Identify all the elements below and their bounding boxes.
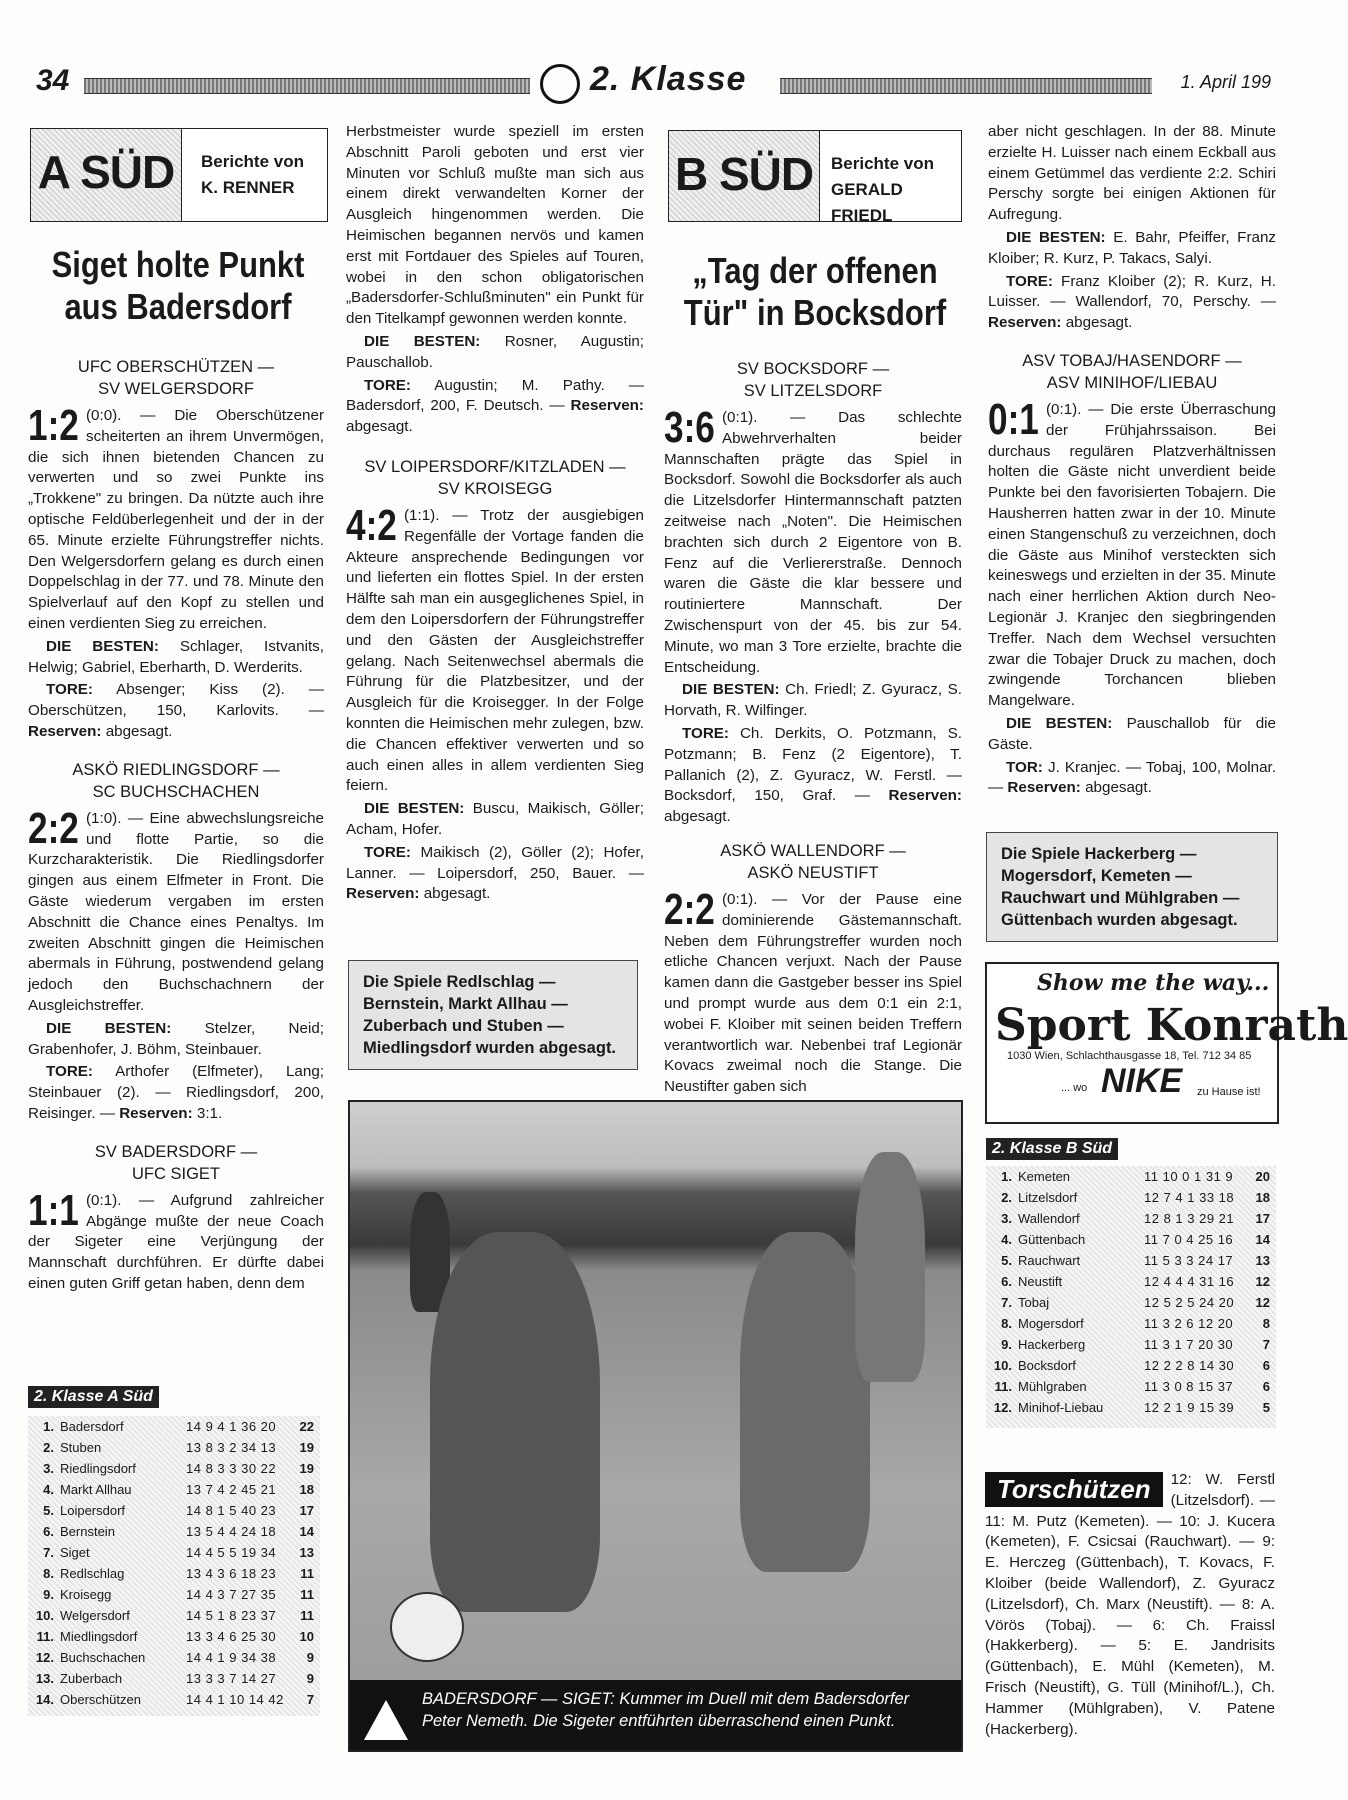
- match-heading: ASKÖ RIEDLINGSDORF — SC BUCHSCHACHEN: [72, 760, 280, 801]
- table-cell-rank: 4.: [1001, 1232, 1012, 1247]
- table-row: [986, 1292, 1276, 1313]
- table-cell-team: Minihof-Liebau: [1018, 1400, 1104, 1415]
- table-row: [28, 1416, 320, 1437]
- table-cell-rank: 6.: [43, 1524, 54, 1539]
- table-cell-rank: 6.: [1001, 1274, 1012, 1289]
- table-cell-pts: 22: [299, 1419, 314, 1434]
- triangle-icon: [364, 1700, 408, 1740]
- table-row: [28, 1689, 320, 1710]
- table-cell-team: Mogersdorf: [1018, 1316, 1084, 1331]
- cancelled-games-note-a: Die Spiele Redlschlag — Bernstein, Markt Allhau — Zuberbach und Stuben — Miedlingsdorf wurden abgesagt.: [348, 960, 638, 1070]
- b-sued-headline: „Tag der offenen Tür" in Bocksdorf: [683, 250, 947, 333]
- table-cell-stats: 11 3 0 8 15 37: [1144, 1379, 1234, 1394]
- match-report: aber nicht geschlagen. In der 88. Minute erzielte H. Luisser nach einem Eckball aus einem Getümmel das verdiente 2:2. Schiri Perschy sorgte bei einigen Aktionen für Aufregung.: [988, 123, 1276, 224]
- table-cell-stats: 14 4 3 7 27 35: [186, 1587, 277, 1602]
- match-heading: SV LOIPERSDORF/KITZLADEN — SV KROISEGG: [364, 457, 626, 498]
- a-sued-label: A SÜD: [31, 129, 182, 221]
- table-cell-stats: 11 7 0 4 25 16: [1144, 1232, 1234, 1247]
- table-row: [986, 1355, 1276, 1376]
- match-report: 2:2 (0:1). — Vor der Pause eine dominierende Gästemannschaft. Neben dem Führungstreffer wurden noch etliche Chancen verjuxt. Nach der Pause kamen dann die Gastgeber besser ins Spiel und prompt wurde aus dem 0:1 ein 2:1, wobei F. Kloiber mit seinen beiden Treffern verantwortlich war. Nebenbei traf Legionär Kovacs zweimal noch die Stange. Die Neustifter gaben sich: [664, 884, 962, 1096]
- table-cell-team: Welgersdorf: [60, 1608, 130, 1623]
- table-cell-stats: 14 4 1 9 34 38: [186, 1650, 277, 1665]
- table-cell-stats: 13 3 3 7 14 27: [186, 1671, 277, 1686]
- b-sued-box: [668, 130, 962, 225]
- column-4: aber nicht geschlagen. In der 88. Minute erzielte H. Luisser nach einem Eckball aus einem Getümmel das verdiente 2:2. Schiri Perschy sorgte bei einigen Aktionen für Aufregung. DIE BESTEN: E. Bahr, Pfeiffer, Franz Kloiber; R. Kurz, P. Takacs, Salyi. TORE: Franz Kloiber (2); R. Kurz, H. Luisser. — Wallendorf, 70, Perschy. — Reserven: abgesagt. ASV TOBAJ/HASENDORF — ASV MINIHOF/LIEBAU 0:1 (0:1). — Die erste Überraschung der Frühjahrssaison. Bei durchaus regulären Platzverhältnissen holten die Gäste nicht unverdient beide Punkte bei den favorisierten Tobajern. Die Hausherren hatten zwar in der 10. Minute einen Stangenschuß zu verzeichnen, doch die Gäste aus Minihof versteckten sich keineswegs und erzielten in der 35. Minute nach einer herrlichen Aktion durch Neo-Legionär J. Kranjec den siegbringenden Treffer. Nach dem Wechsel versuchten zwar die Tobajer Druck zu machen, doch zwingende Torchancen blieben Mangelware. DIE BESTEN: Pauschallob für die Gäste. TOR: J. Kranjec. — Tobaj, 100, Molnar. — Reserven: abgesagt.: [988, 123, 1276, 797]
- table-cell-stats: 14 8 3 3 30 22: [186, 1461, 277, 1476]
- table-a-title: 2. Klasse A Süd: [28, 1386, 159, 1408]
- table-row: [28, 1458, 320, 1479]
- table-row: [986, 1187, 1276, 1208]
- table-row: [28, 1626, 320, 1647]
- ball-icon: [390, 1592, 464, 1662]
- table-cell-stats: 13 7 4 2 45 21: [186, 1482, 277, 1497]
- table-cell-pts: 18: [1255, 1190, 1270, 1205]
- match-photo: [348, 1100, 963, 1752]
- table-cell-rank: 4.: [43, 1482, 54, 1497]
- torschuetzen-list: 12: W. Ferstl (Litzelsdorf). — 11: M. Putz (Kemeten). — 10: J. Kucera (Kemeten), F. Csicsai (Rauchwart). — 9: E. Herczeg (Güttenbach), T. Kovacs, F. Kloiber (beide Wallendorf), Z. Gyuracz (Litzelsdorf), Ch. Marx (Neustift). — 8: A. Vörös (Tobaj). — 6: Ch. Fraissl (Hakkerberg). — 5: E. Jandrisits (Güttenbach), E. Mühl (Kemeten), M. Frisch (Neustift), G. Tüll (Minihof/L.), Ch. Hammer (Mühlgraben), V. Patene (Hackerberg).: [985, 1471, 1275, 1738]
- match-score: 3:6: [664, 403, 715, 452]
- match-report: 3:6 (0:1). — Das schlechte Abwehrverhalten beider Mannschaften prägte das Spiel in Bocksdorf. Sowohl die Bocksdorfer als auch die Litzelsdorfer Hintermannschaft patzten zeitweise nach „Noten". Die Heimischen brachten sich durch 2 Eigentore von B. Fenz auf die Verliererstraße. Dennoch waren die Gäste die klar bessere und routiniertere Mannschaft. Der Zwischenspurt von der 45. bis zur 54. Minute, wo man 3 Tore erzielte, brachte die Entscheidung.: [664, 403, 962, 676]
- match-score: 4:2: [346, 500, 397, 550]
- match-score: 2:2: [28, 803, 79, 853]
- table-cell-rank: 14.: [35, 1692, 54, 1707]
- table-row: [986, 1376, 1276, 1397]
- table-cell-rank: 5.: [1001, 1253, 1012, 1268]
- football-icon: [540, 64, 580, 104]
- table-cell-stats: 11 3 1 7 20 30: [1144, 1337, 1234, 1352]
- ad-slogan: Show me the way...: [1037, 970, 1270, 996]
- table-row: [28, 1437, 320, 1458]
- table-cell-pts: 12: [1255, 1274, 1270, 1289]
- table-cell-stats: 13 4 3 6 18 23: [186, 1566, 277, 1581]
- table-cell-team: Siget: [60, 1545, 90, 1560]
- table-cell-stats: 12 2 1 9 15 39: [1144, 1400, 1235, 1415]
- table-cell-stats: 14 4 1 10 14 42: [186, 1692, 284, 1707]
- table-cell-team: Neustift: [1018, 1274, 1063, 1289]
- table-cell-rank: 5.: [43, 1503, 54, 1518]
- table-cell-team: Loipersdorf: [60, 1503, 126, 1518]
- table-row: [986, 1334, 1276, 1355]
- table-cell-team: Stuben: [60, 1440, 102, 1455]
- table-cell-team: Kroisegg: [60, 1587, 112, 1602]
- ad-home: zu Hause ist!: [1197, 1086, 1261, 1098]
- table-cell-rank: 1.: [43, 1419, 54, 1434]
- table-cell-team: Zuberbach: [60, 1671, 123, 1686]
- table-cell-rank: 8.: [1001, 1316, 1012, 1331]
- torschuetzen-title: Torschützen: [985, 1472, 1163, 1507]
- table-cell-team: Redlschlag: [60, 1566, 125, 1581]
- table-row: [986, 1229, 1276, 1250]
- table-cell-team: Riedlingsdorf: [60, 1461, 136, 1476]
- match-heading: ASV TOBAJ/HASENDORF — ASV MINIHOF/LIEBAU: [1022, 351, 1242, 392]
- table-cell-pts: 11: [300, 1566, 314, 1581]
- page-number: 34: [36, 64, 70, 97]
- table-row: [28, 1605, 320, 1626]
- table-cell-team: Bocksdorf: [1018, 1358, 1076, 1373]
- table-cell-pts: 13: [299, 1545, 314, 1560]
- header-rule-right: [780, 78, 1152, 94]
- table-row: [28, 1521, 320, 1542]
- table-cell-pts: 13: [1255, 1253, 1270, 1268]
- table-cell-rank: 3.: [1001, 1211, 1012, 1226]
- torschuetzen-box: [985, 1470, 1275, 1740]
- table-cell-team: Tobaj: [1018, 1295, 1050, 1310]
- match-report: 2:2 (1:0). — Eine abwechslungsreiche und flotte Partie, so die Kurzcharakteristik. Die Riedlingsdorfer gingen aus einem Elfmeter in Front. Die Gäste wiederum vergaben im ersten Abschnitt die Chance eines Penaltys. Im zweiten Abschnitt gingen die Heimischen abermals in Führung, postwendend gelang jedoch den Buchschachnern der Ausgleichstreffer.: [28, 803, 324, 1014]
- ad-address: 1030 Wien, Schlachthausgasse 18, Tel. 712 34 85: [1007, 1050, 1252, 1062]
- issue-date: 1. April 199: [1180, 72, 1271, 92]
- table-cell-stats: 12 4 4 4 31 16: [1144, 1274, 1235, 1289]
- table-cell-pts: 14: [1255, 1232, 1270, 1247]
- table-row: [28, 1500, 320, 1521]
- table-cell-team: Kemeten: [1018, 1169, 1071, 1184]
- table-cell-pts: 5: [1262, 1400, 1270, 1415]
- ad-wo: ... wo: [1061, 1082, 1088, 1094]
- table-cell-rank: 7.: [1001, 1295, 1012, 1310]
- match-score: 1:1: [28, 1185, 79, 1235]
- table-cell-stats: 13 8 3 2 34 13: [186, 1440, 277, 1455]
- player-figure: [740, 1232, 870, 1572]
- table-cell-stats: 14 9 4 1 36 20: [186, 1419, 277, 1434]
- table-cell-stats: 11 5 3 3 24 17: [1144, 1253, 1234, 1268]
- table-cell-stats: 14 8 1 5 40 23: [186, 1503, 277, 1518]
- table-row: [28, 1563, 320, 1584]
- cancelled-games-note-b: Die Spiele Hackerberg — Mogersdorf, Kemeten — Rauchwart und Mühlgraben — Güttenbach wurden abgesagt.: [986, 832, 1278, 942]
- player-figure: [855, 1152, 925, 1382]
- ad-brand: Sport Konrath: [995, 1000, 1348, 1051]
- table-cell-pts: 18: [299, 1482, 314, 1497]
- b-sued-byline: Berichte von GERALD FRIEDL: [831, 154, 934, 225]
- standings-table-b: [986, 1166, 1276, 1428]
- table-cell-team: Rauchwart: [1018, 1253, 1081, 1268]
- match-heading: ASKÖ WALLENDORF — ASKÖ NEUSTIFT: [720, 841, 906, 882]
- table-row: [986, 1313, 1276, 1334]
- column-3: SV BOCKSDORF — SV LITZELSDORF 3:6 (0:1). — Das schlechte Abwehrverhalten beider Mannschaften prägte das Spiel in Bocksdorf. Sowohl die Bocksdorfer als auch die Litzelsdorfer Hintermannschaft patzten zeitweise nach „Noten". Die Heimischen brachten sich durch 2 Eigentore von B. Fenz auf die Verliererstraße. Dennoch waren die Gäste die klar bessere und routiniertere Mannschaft. Der Zwischenspurt von der 45. bis zur 54. Minute, wo man 3 Tore erzielte, brachte die Entscheidung. DIE BESTEN: Ch. Friedl; Z. Gyuracz, S. Horvath, R. Wilfinger. TORE: Ch. Derkits, O. Potzmann, S. Potzmann; B. Fenz (2 Eigentore), T. Pallanich (2), Z. Gyuracz, W. Ferstl. — Bocksdorf, 150, Graf. — Reserven: abgesagt. ASKÖ WALLENDORF — ASKÖ NEUSTIFT 2:2 (0:1). — Vor der Pause eine dominierende Gästemannschaft. Neben dem Führungstreffer wurden noch etliche Chancen verjuxt. Nach der Pause kamen dann die Gastgeber besser ins Spiel und prompt wurde aus dem 0:1 ein 2:1, wobei F. Kloiber mit seinen beiden Treffern verantwortlich war. Nebenbei traf Legionär Kovacs zweimal noch die Stange. Die Neustifter gaben sich: [664, 348, 962, 1100]
- header-rule-left: [84, 78, 530, 94]
- sport-konrath-ad: [985, 962, 1348, 1124]
- table-cell-stats: 11 3 2 6 12 20: [1144, 1316, 1234, 1331]
- table-cell-pts: 14: [299, 1524, 314, 1539]
- table-cell-team: Oberschützen: [60, 1692, 141, 1707]
- match-heading: SV BOCKSDORF — SV LITZELSDORF: [736, 360, 890, 400]
- table-cell-team: Güttenbach: [1018, 1232, 1086, 1247]
- table-b-title: 2. Klasse B Süd: [986, 1138, 1118, 1160]
- table-cell-pts: 6: [1262, 1379, 1270, 1394]
- match-score: 1:2: [28, 401, 79, 450]
- table-cell-pts: 19: [299, 1461, 314, 1476]
- nike-logo: NIKE: [1101, 1062, 1183, 1100]
- match-score: 0:1: [988, 394, 1039, 444]
- table-cell-rank: 9.: [1001, 1337, 1012, 1352]
- table-row: [986, 1166, 1276, 1187]
- table-cell-stats: 12 7 4 1 33 18: [1144, 1190, 1235, 1205]
- table-cell-stats: 14 5 1 8 23 37: [186, 1608, 277, 1623]
- table-cell-rank: 11.: [994, 1379, 1012, 1394]
- table-cell-team: Wallendorf: [1018, 1211, 1080, 1226]
- table-cell-rank: 13.: [35, 1671, 54, 1686]
- table-row: [28, 1668, 320, 1689]
- table-cell-pts: 12: [1255, 1295, 1270, 1310]
- a-sued-headline: Siget holte Punkt aus Badersdorf: [51, 244, 305, 327]
- table-cell-pts: 8: [1262, 1316, 1270, 1331]
- table-cell-stats: 14 4 5 5 19 34: [186, 1545, 277, 1560]
- table-cell-pts: 7: [1262, 1337, 1270, 1352]
- standings-table-a: [28, 1416, 320, 1716]
- table-row: [28, 1479, 320, 1500]
- table-cell-pts: 20: [1255, 1169, 1270, 1184]
- column-2: Herbstmeister wurde speziell im ersten Abschnitt Paroli geboten und erst vier Minuten vor Schluß mußte man sich aus einem direkt verwandelten Korner der Ausgleich hingenommen werden. Die Heimischen begannen nervös und kamen erst mit Fortdauer des Spieles auf Touren, wobei in den schon obligatorischen „Badersdorfer-Schlußminuten" ein Punkt für den Titelkampf gewonnen werden konnte. DIE BESTEN: Rosner, Augustin; Pauschallob. TORE: Augustin; M. Pathy. — Badersdorf, 200, F. Deutsch. — Reserven: abgesagt. SV LOIPERSDORF/KITZLADEN — SV KROISEGG 4:2 (1:1). — Trotz der ausgiebigen Regenfälle der Vortage fanden die Akteure ansprechende Bedingungen vor und lieferten ein flottes Spiel. In der ersten Hälfte sah man ein ausgeglichenes Spiel, in dem den Loipersdorfern der Führungstreffer und den Gästen der Ausgleichstreffer gelang. Nach Seitenwechsel abermals die Führung für die Platzbesitzer, und der Ausgleich für die Kroisegger. In der Folge konnten die Heimischen mehr zulegen, bzw. die Chancen effektiver verwerten und so auch einen alles in allem verdienten Sieg feiern. DIE BESTEN: Buscu, Maikisch, Göller; Acham, Hofer. TORE: Maikisch (2), Göller (2); Hofer, Lanner. — Loipersdorf, 250, Bauer. — Reserven: abgesagt.: [346, 123, 644, 903]
- table-cell-team: Buchschachen: [60, 1650, 146, 1665]
- table-cell-rank: 1.: [1001, 1169, 1012, 1184]
- table-row: [28, 1647, 320, 1668]
- table-cell-team: Hackerberg: [1018, 1337, 1086, 1352]
- table-row: [986, 1208, 1276, 1229]
- table-cell-rank: 12.: [993, 1400, 1012, 1415]
- table-cell-pts: 7: [306, 1692, 314, 1707]
- table-cell-pts: 9: [306, 1650, 314, 1665]
- table-cell-pts: 6: [1262, 1358, 1270, 1373]
- a-sued-byline: Berichte von K. RENNER: [201, 152, 304, 197]
- table-cell-pts: 10: [299, 1629, 314, 1644]
- table-cell-pts: 17: [1255, 1211, 1270, 1226]
- player-figure: [430, 1232, 600, 1612]
- table-cell-stats: 12 5 2 5 24 20: [1144, 1295, 1235, 1310]
- table-cell-rank: 8.: [43, 1566, 54, 1581]
- table-cell-stats: 13 5 4 4 24 18: [186, 1524, 277, 1539]
- column-1: UFC OBERSCHÜTZEN — SV WELGERSDORF 1:2 (0:0). — Die Oberschützener scheiterten an ihrem Unvermögen, die sich ihnen bietenden Chancen zu verwerten und so zwei Punkte ins „Trokkene" zu bringen. Da nützte auch ihre optische Feldüberlegenheit und der in der 65. Minute erzielte Führungstreffer nichts. Den Welgersdorfern gelang es durch einen Doppelschlag in der 77. und 78. Minute den Spielverlauf auf den Kopf zu stellen und einen verdienten Sieg zu erreichen. DIE BESTEN: Schlager, Istvanits, Helwig; Gabriel, Eberharth, D. Werderits. TORE: Absenger; Kiss (2). — Oberschützen, 150, Karlovits. — Reserven: abgesagt. ASKÖ RIEDLINGSDORF — SC BUCHSCHACHEN 2:2 (1:0). — Eine abwechslungsreiche und flotte Partie, so die Kurzcharakteristik. Die Riedlingsdorfer gingen aus einem Elfmeter in Front. Die Gäste wiederum vergaben im ersten Abschnitt die Chance eines Penaltys. Im zweiten Abschnitt gingen die Heimischen abermals in Führung, postwendend gelang jedoch den Buchschachnern der Ausgleichstreffer. DIE BESTEN: Stelzer, Neid; Grabenhofer, J. Böhm, Steinbauer. TORE: Arthofer (Elfmeter), Lang; Steinbauer (2). — Riedlingsdorf, 200, Reisinger. — Reserven: 3:1. SV BADERSDORF — UFC SIGET 1:1 (0:1). — Aufgrund zahlreicher Abgänge mußte der neue Coach der Sigeter eine Verjüngung der Mannschaft durchführen. Er dürfte dabei einen guten Griff getan haben, denn dem: [28, 346, 324, 1297]
- table-cell-stats: 12 8 1 3 29 21: [1144, 1211, 1235, 1226]
- table-row: [28, 1542, 320, 1563]
- table-row: [28, 1584, 320, 1605]
- table-cell-rank: 12.: [35, 1650, 54, 1665]
- a-sued-box: [30, 128, 328, 222]
- table-row: [986, 1397, 1276, 1418]
- table-cell-pts: 17: [299, 1503, 314, 1518]
- table-cell-team: Bernstein: [60, 1524, 115, 1539]
- table-cell-rank: 11.: [36, 1629, 54, 1644]
- table-cell-team: Badersdorf: [60, 1419, 124, 1434]
- table-cell-pts: 19: [299, 1440, 314, 1455]
- match-report: 0:1 (0:1). — Die erste Überraschung der Frühjahrssaison. Bei durchaus regulären Platzverhältnissen holten die Gäste nicht unverdient beide Punkte bei den favorisierten Tobajern. Die Hausherren hatten zwar in der 10. Minute einen Stangenschuß zu verzeichnen, doch die Gäste aus Minihof versteckten sich keineswegs und erzielten in der 35. Minute nach einer herrlichen Aktion durch Neo-Legionär J. Kranjec den siegbringenden Treffer. Nach dem Wechsel versuchten zwar die Tobajer Druck zu machen, doch zwingende Torchancen blieben Mangelware.: [988, 394, 1276, 710]
- table-cell-team: Markt Allhau: [60, 1482, 132, 1497]
- photo-caption: BADERSDORF — SIGET: Kummer im Duell mit dem Badersdorfer Peter Nemeth. Die Sigeter entführten überraschend einen Punkt.: [350, 1680, 961, 1750]
- match-report: 1:2 (0:0). — Die Oberschützener scheiterten an ihrem Unvermögen, die sich ihnen bietenden Chancen zu verwerten und so zwei Punkte ins „Trokkene" zu bringen. Da nützte auch ihre optische Feldüberlegenheit und der in der 65. Minute erzielte Führungstreffer nichts. Den Welgersdorfern gelang es durch einen Doppelschlag in der 77. und 78. Minute den Spielverlauf auf den Kopf zu stellen und einen verdienten Sieg zu erreichen.: [28, 401, 324, 632]
- table-cell-pts: 11: [300, 1608, 314, 1623]
- match-report: 4:2 (1:1). — Trotz der ausgiebigen Regenfälle der Vortage fanden die Akteure ansprechende Bedingungen vor und lieferten ein flottes Spiel. In der ersten Hälfte sah man ein ausgeglichenes Spiel, in dem den Loipersdorfern der Führungstreffer und den Gästen der Ausgleichstreffer gelang. Nach Seitenwechsel abermals die Führung für die Platzbesitzer, und der Ausgleich für die Kroisegger. In der Folge konnten die Heimischen mehr zulegen, bzw. die Chancen effektiver verwerten und so auch einen alles in allem verdienten Sieg feiern.: [346, 500, 644, 795]
- table-cell-stats: 11 10 0 1 31 9: [1144, 1169, 1234, 1184]
- table-cell-pts: 11: [300, 1587, 314, 1602]
- table-cell-rank: 3.: [43, 1461, 54, 1476]
- match-heading: UFC OBERSCHÜTZEN — SV WELGERSDORF: [77, 358, 275, 398]
- table-cell-rank: 10.: [35, 1608, 54, 1623]
- table-row: [986, 1271, 1276, 1292]
- table-cell-rank: 2.: [43, 1440, 54, 1455]
- section-title: 2. Klasse: [590, 60, 747, 98]
- table-cell-stats: 12 2 2 8 14 30: [1144, 1358, 1235, 1373]
- match-report: 1:1 (0:1). — Aufgrund zahlreicher Abgänge mußte der neue Coach der Sigeter eine Verjüngung der Mannschaft durchführen. Er dürfte dabei einen guten Griff getan haben, denn dem: [28, 1185, 324, 1292]
- table-cell-team: Litzelsdorf: [1018, 1190, 1078, 1205]
- table-cell-stats: 13 3 4 6 25 30: [186, 1629, 277, 1644]
- table-cell-rank: 10.: [993, 1358, 1012, 1373]
- table-cell-pts: 9: [306, 1671, 314, 1686]
- table-cell-rank: 9.: [43, 1587, 54, 1602]
- match-heading: SV BADERSDORF — UFC SIGET: [94, 1142, 258, 1183]
- table-cell-team: Miedlingsdorf: [60, 1629, 138, 1644]
- table-cell-rank: 7.: [43, 1545, 54, 1560]
- table-cell-team: Mühlgraben: [1018, 1379, 1087, 1394]
- table-row: [986, 1250, 1276, 1271]
- b-sued-label: B SÜD: [669, 131, 820, 221]
- match-score: 2:2: [664, 884, 715, 934]
- match-report: Herbstmeister wurde speziell im ersten Abschnitt Paroli geboten und erst vier Minuten vor Schluß mußte man sich aus einem direkt verwandelten Korner der Ausgleich hingenommen werden. Die Heimischen begannen nervös und kamen erst mit Fortdauer des Spieles auf Touren, wobei in den schon obligatorischen „Badersdorfer-Schlußminuten" ein Punkt für den Titelkampf gewonnen werden konnte.: [346, 123, 644, 328]
- table-cell-rank: 2.: [1001, 1190, 1012, 1205]
